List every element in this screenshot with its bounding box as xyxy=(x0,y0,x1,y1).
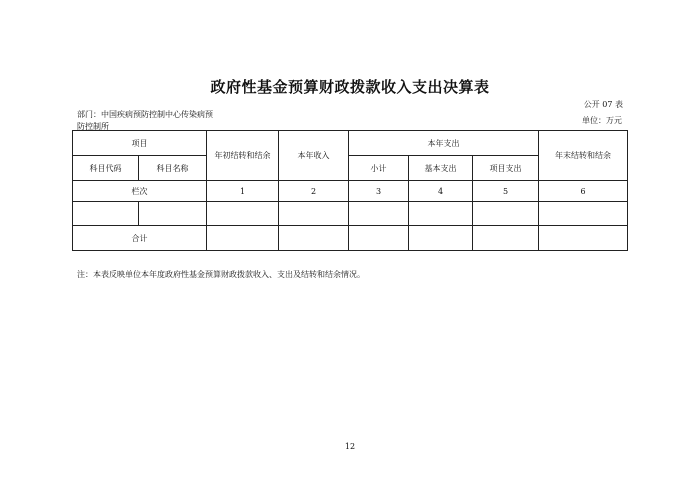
document-title: 政府性基金预算财政拨款收入支出决算表 xyxy=(210,78,490,96)
row-index-label: 栏次 xyxy=(73,181,207,202)
page-number: 12 xyxy=(344,442,356,451)
header-subtotal: 小计 xyxy=(349,156,409,181)
subject-name-cell xyxy=(139,202,207,226)
row-index-cell: 3 xyxy=(349,181,409,202)
header-row-1 xyxy=(73,131,628,156)
value-cell xyxy=(349,202,409,226)
subject-code-cell xyxy=(73,202,139,226)
header-opening-balance: 年初结转和结余 xyxy=(207,131,279,181)
value-cell xyxy=(473,202,539,226)
unit-label: 单位：万元 xyxy=(582,116,622,125)
total-cell xyxy=(207,226,279,251)
total-cell xyxy=(539,226,628,251)
header-current-expense: 本年支出 xyxy=(349,131,539,156)
header-basic-expense: 基本支出 xyxy=(409,156,473,181)
fund-budget-table xyxy=(72,130,628,251)
table-row xyxy=(73,202,628,226)
row-index-cell: 5 xyxy=(473,181,539,202)
row-index-cell: 2 xyxy=(279,181,349,202)
total-cell xyxy=(473,226,539,251)
header-project-expense: 项目支出 xyxy=(473,156,539,181)
total-cell xyxy=(409,226,473,251)
value-cell xyxy=(279,202,349,226)
total-row xyxy=(73,226,628,251)
row-index xyxy=(73,181,628,202)
value-cell xyxy=(539,202,628,226)
header-item: 项目 xyxy=(73,131,207,156)
header-subject-code: 科目代码 xyxy=(73,156,139,181)
row-index-cell: 1 xyxy=(207,181,279,202)
row-index-cell: 4 xyxy=(409,181,473,202)
total-cell xyxy=(349,226,409,251)
total-cell xyxy=(279,226,349,251)
department-label: 部门：中国疾病预防控制中心传染病预防控制所 xyxy=(77,110,213,131)
row-index-cell: 6 xyxy=(539,181,628,202)
table-note: 注：本表反映单位本年度政府性基金预算财政拨款收入、支出及结转和结余情况。 xyxy=(77,270,365,279)
form-number: 公开 07 表 xyxy=(583,100,623,109)
value-cell xyxy=(207,202,279,226)
value-cell xyxy=(409,202,473,226)
header-subject-name: 科目名称 xyxy=(139,156,207,181)
total-label: 合计 xyxy=(73,226,207,251)
header-closing-balance: 年末结转和结余 xyxy=(539,131,628,181)
header-current-income: 本年收入 xyxy=(279,131,349,181)
